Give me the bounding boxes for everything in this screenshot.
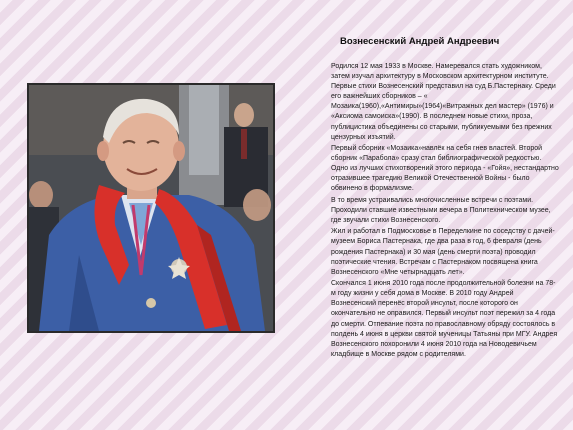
biography-paragraph: В то время устраивались многочисленные встречи с поэтами. Проходили ставшие известными вечера в Политехническом музее, где звучали стихи Вознесенского. xyxy=(331,196,551,224)
biography-text xyxy=(331,62,559,361)
biography-paragraph: Скончался 1 июня 2010 года после продолжительной болезни на 78-м году жизни у себя дома в Москве. В 2010 году Андрей Вознесенский перенёс второй инсульт, после которого он окончательно не оправился. Первый инсульт поэт пережил за 4 года до смерти. Отпевание поэта по православному обряду состоялось в полдень 4 июня в церкви святой мученицы Татьяны при МГУ. Андрея Вознесенского похоронили 4 июня 2010 года на Новодевичьем кладбище в Москве рядом с родителями. xyxy=(331,280,558,358)
slide-title: Вознесенский Андрей Андреевич xyxy=(340,36,500,47)
portrait-image xyxy=(29,85,273,331)
biography-paragraph: Жил и работал в Подмосковье в Переделкине по соседству с дачей-музеем Бориса Пастернака, где два раза в год, 6 февраля (день рождения Пастернака) и 30 мая (день смерти поэта) проводил поэтические чтения. Встречам с Пастернаком посвящена книга Вознесенского «Мне четырнадцать лет». xyxy=(331,228,555,276)
biography-paragraph: Первый сборник «Мозаика»навлёк на себя гнев властей. Второй сборник «Парабола» сразу стал библиографической редкостью. Одно из лучших стихотворений этого периода - «Гойя», нестандартно отразившее трагедию Великой Отечественной Войны - было обвинено в формализме. xyxy=(331,145,559,193)
biography-paragraph: Родился 12 мая 1933 в Москве. Намеревался стать художником, затем изучал архитектуру в Московском архитектурном институте. Первые стихи Вознесенский представил на суд Б.Пастернаку. Среди его важнейших сборников – « Мозаика(1960),«Антимиры»(1964)«Витражных дел мастер» (1976) и «Аксиома самоиска»(1990). В последнем новые стихи, проза, публицистика объединены со старыми, публикуемыми без прежних цензурных изъятий. xyxy=(331,63,556,141)
portrait-photo xyxy=(27,83,275,333)
